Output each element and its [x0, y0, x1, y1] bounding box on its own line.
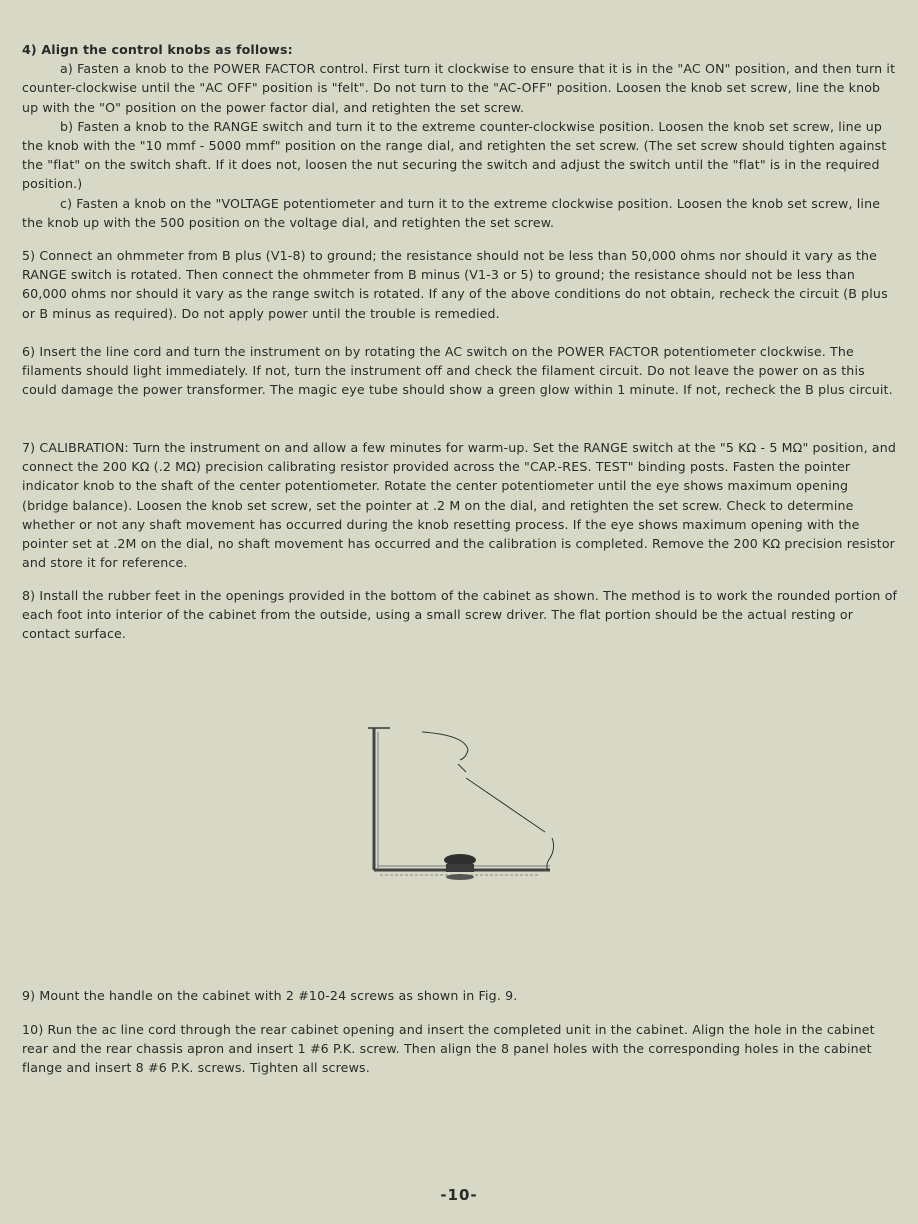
step-4-section: [22, 40, 898, 232]
rubber-foot-illustration: [360, 720, 570, 890]
step-10-paragraph: 10) Run the ac line cord through the rear cabinet opening and insert the completed unit in the cabinet. Align the hole in the cabinet rear and the rear chassis apron and insert 1 #6 P.K. screw. Then align the 8 panel holes with the corresponding holes in the cabinet flange and insert 8 #6 P.K. screws. Tighten all screws.: [22, 1022, 875, 1076]
rubber-foot-drawing: [444, 854, 476, 880]
step-9-paragraph: 9) Mount the handle on the cabinet with 2 #10-24 screws as shown in Fig. 9.: [22, 988, 518, 1003]
step-6-paragraph: 6) Insert the line cord and turn the instrument on by rotating the AC switch on the POWER FACTOR potentiometer clockwise. The filaments should light immediately. If not, turn the instrument off and check the filament circuit. Do not leave the power on as this could damage the power transformer. The magic eye tube should show a green glow within 1 minute. If not, recheck the B plus circuit.: [22, 344, 893, 398]
step-4c-paragraph: c) Fasten a knob on the "VOLTAGE potentiometer and turn it to the extreme clockwise position. Loosen the knob set screw, line the knob up with the 500 position on the voltage dial, and retighten the set screw.: [22, 195, 881, 230]
step-4a-paragraph: a) Fasten a knob to the POWER FACTOR control. First turn it clockwise to ensure that it is in the "AC ON" position, and then turn it counter-clockwise until the "AC OFF" position is "felt". Do not turn to the "AC-OFF" position. Loosen the knob set screw, line the knob up with the "O" position on the power factor dial, and retighten the set screw.: [22, 61, 896, 115]
cabinet-corner-drawing: [368, 728, 550, 875]
page-number: -10-: [440, 1186, 478, 1204]
step-4b-paragraph: b) Fasten a knob to the RANGE switch and turn it to the extreme counter-clockwise position. Loosen the knob set screw, line up the knob with the "10 mmf - 5000 mmf" position on the range dial, and retighten the set screw. (The set screw should tighten against the "flat" on the switch shaft. If it does not, loosen the nut securing the switch and adjust the switch until the "flat" is in the required position.): [22, 118, 887, 192]
step-4-heading: 4) Align the control knobs as follows:: [22, 42, 293, 57]
step-5-paragraph: 5) Connect an ohmmeter from B plus (V1-8) to ground; the resistance should not be less than 50,000 ohms nor should it vary as the RANGE switch is rotated. Then connect the ohmmeter from B minus (V1-3 or 5) to ground; the resistance should not be less than 60,000 ohms nor should it vary as the range switch is rotated. If any of the above conditions do not obtain, recheck the circuit (B plus or B minus as required). Do not apply power until the trouble is remedied.: [22, 248, 888, 321]
step-8-paragraph: 8) Install the rubber feet in the openings provided in the bottom of the cabinet as shown. The method is to work the rounded portion of each foot into interior of the cabinet from the outside, using a small screw driver. The flat portion should be the actual resting or contact surface.: [22, 588, 898, 642]
leader-lines: [422, 732, 554, 870]
step-7-paragraph: 7) CALIBRATION: Turn the instrument on and allow a few minutes for warm-up. Set the RANGE switch at the "5 KΩ - 5 MΩ" position, and connect the 200 KΩ (.2 MΩ) precision calibrating resistor provided across the "CAP.-RES. TEST" binding posts. Fasten the pointer indicator knob to the shaft of the center potentiometer. Rotate the center potentiometer until the eye shows maximum opening (bridge balance). Loosen the knob set screw, set the pointer at .2 M on the dial, and retighten the set screw. Check to determine whether or not any shaft movement has occurred during the knob resetting process. If the eye shows maximum opening with the pointer set at .2M on the dial, no shaft movement has occurred and the calibration is completed. Remove the 200 KΩ precision resistor and store it for reference.: [22, 440, 897, 571]
